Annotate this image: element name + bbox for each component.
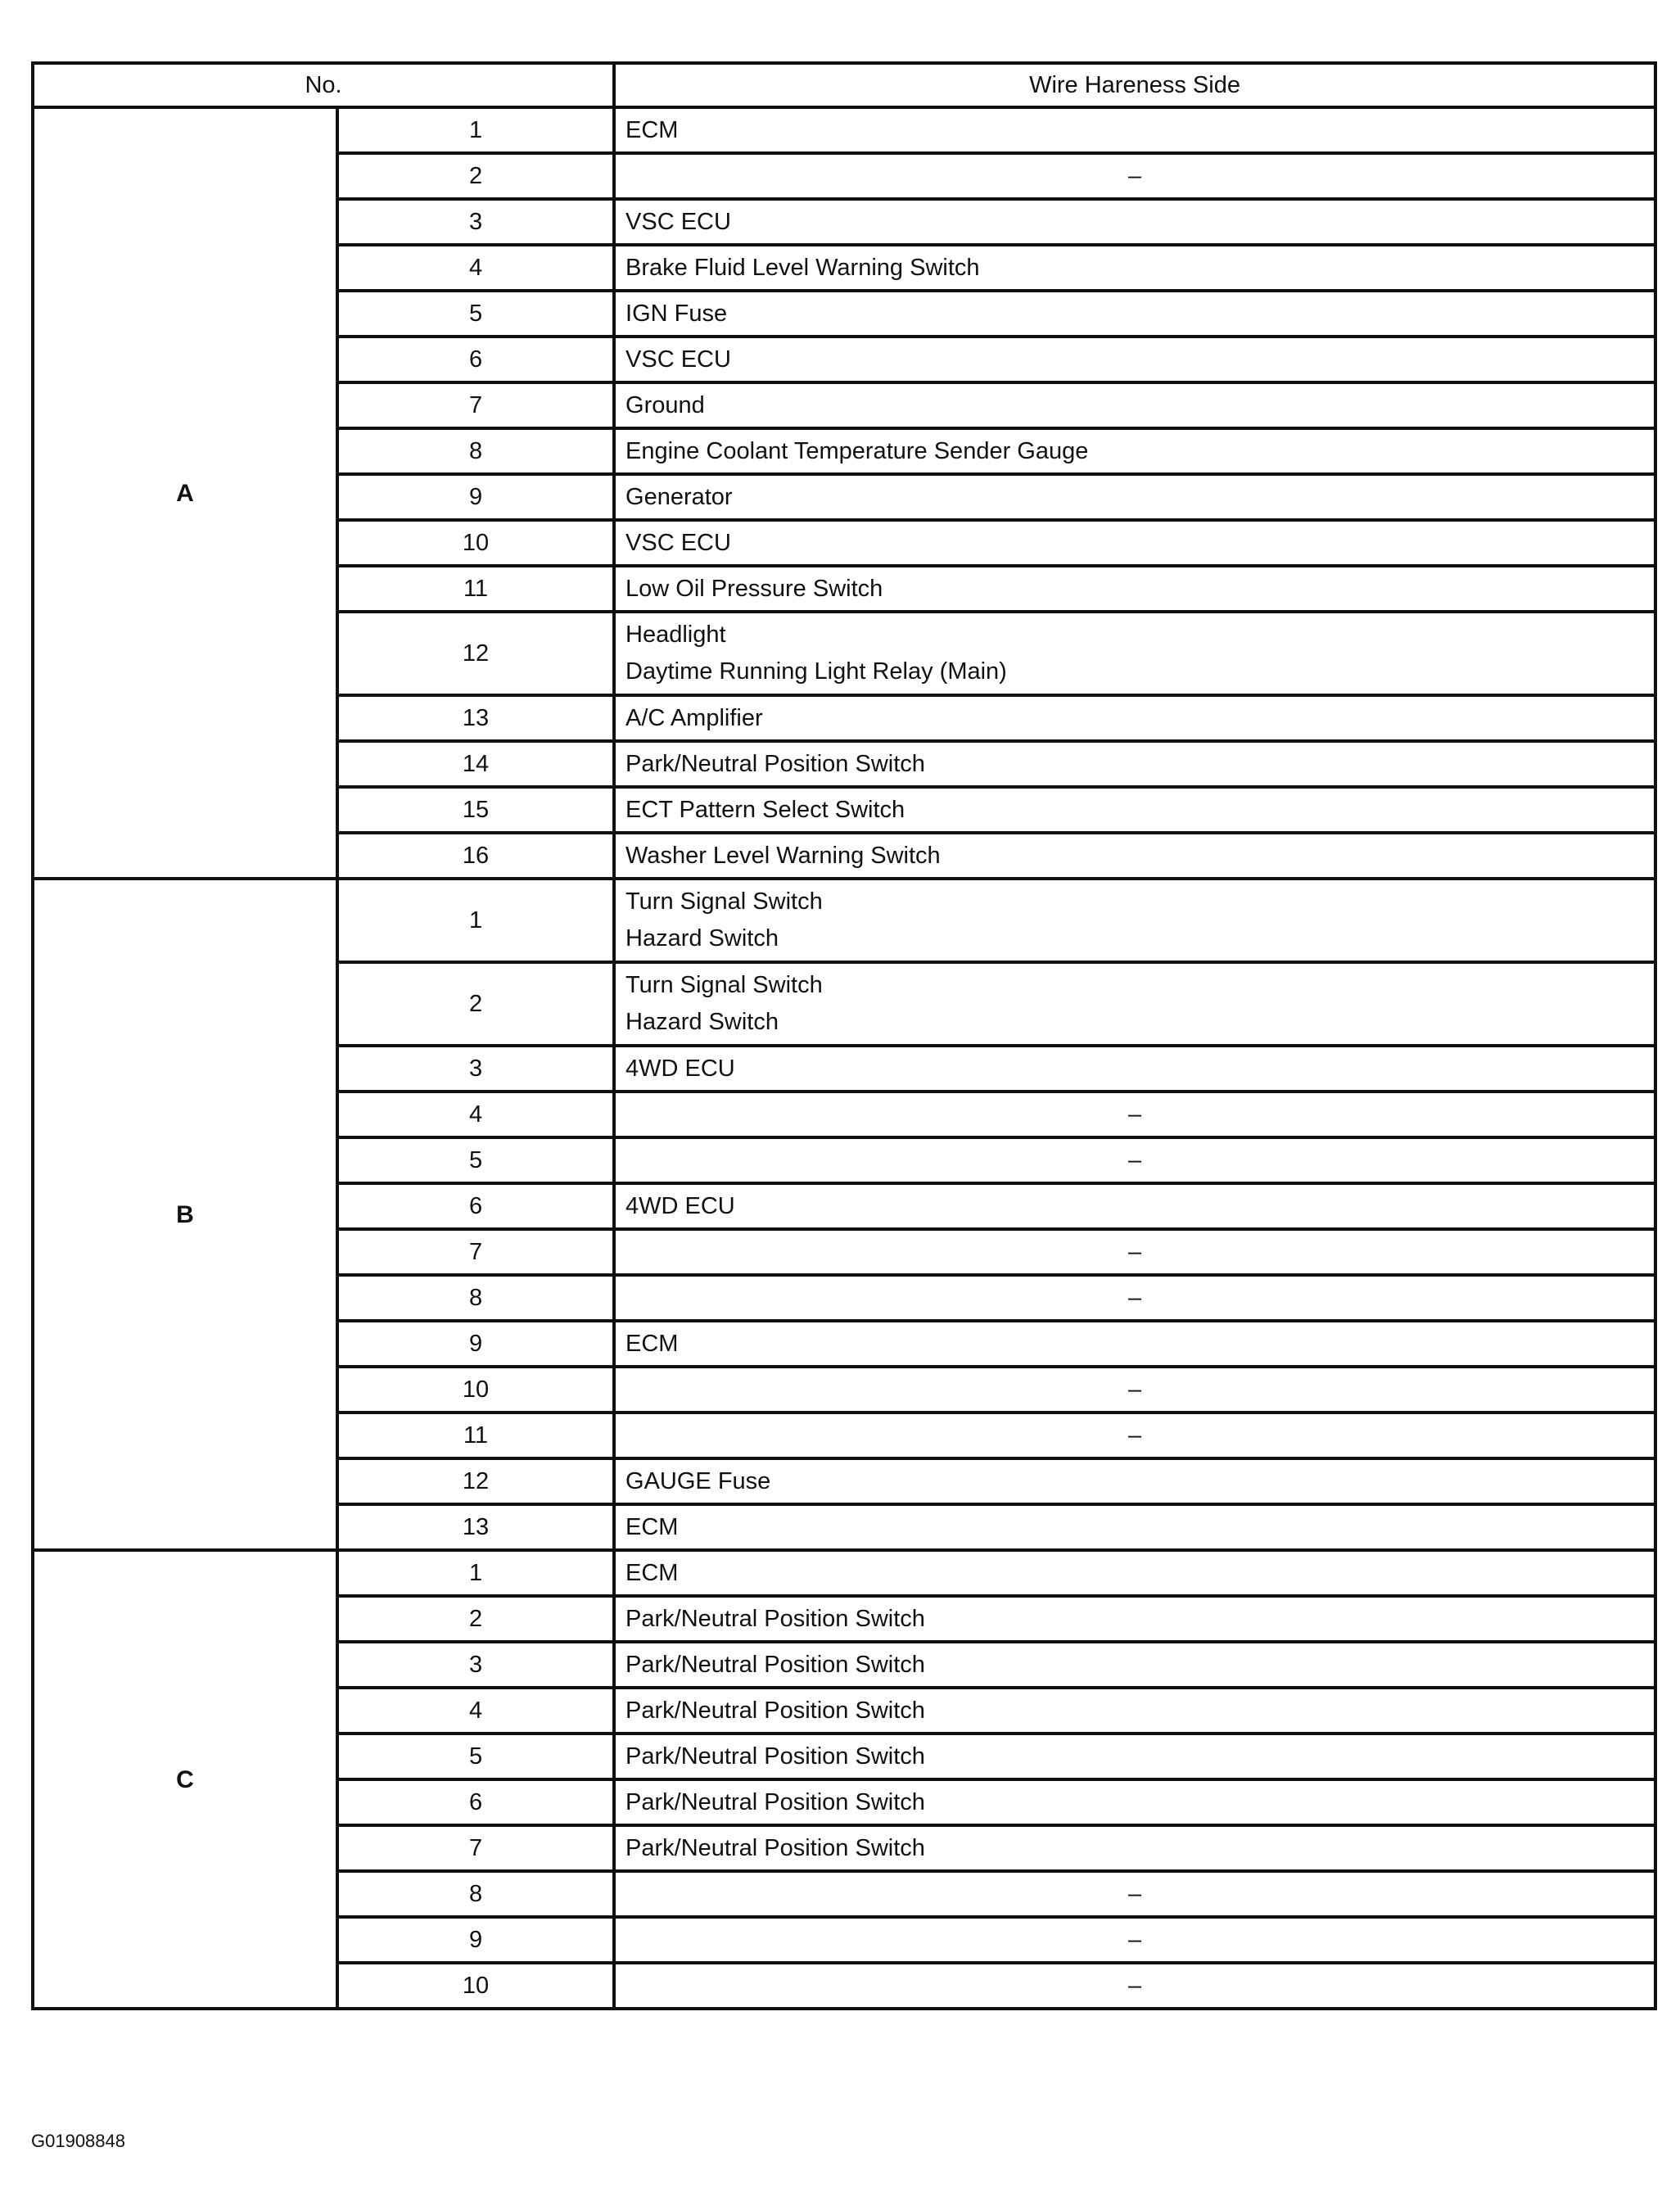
wire-harness-side-cell — [614, 245, 1655, 291]
harness-side-text: ECM — [625, 116, 679, 143]
terminal-number: 1 — [337, 107, 614, 153]
wire-harness-side-cell — [614, 1825, 1655, 1871]
no-connection-dash: – — [1127, 1238, 1142, 1265]
harness-side-text: VSC ECU — [625, 208, 731, 235]
no-connection-dash: – — [1127, 1926, 1142, 1953]
terminal-number: 7 — [337, 1229, 614, 1275]
wire-harness-side-cell — [614, 107, 1655, 153]
harness-side-text: Ground — [625, 391, 705, 418]
connector-table-document — [31, 61, 1654, 2010]
harness-side-text: Generator — [625, 483, 733, 510]
wire-harness-side-cell — [614, 1642, 1655, 1688]
terminal-number: 7 — [337, 1825, 614, 1871]
harness-side-text: VSC ECU — [625, 529, 731, 556]
terminal-number: 3 — [337, 1642, 614, 1688]
wire-harness-side-cell — [614, 1779, 1655, 1825]
harness-side-text: Engine Coolant Temperature Sender Gauge — [625, 437, 1089, 464]
wire-harness-side-cell — [614, 291, 1655, 337]
terminal-number: 9 — [337, 474, 614, 520]
harness-side-text: Hazard Switch — [625, 1009, 779, 1035]
no-connection-dash: – — [1127, 1284, 1142, 1311]
connector-group-label: A — [33, 107, 337, 879]
terminal-number: 2 — [337, 962, 614, 1046]
wire-harness-side-column-header: Wire Hareness Side — [614, 63, 1655, 107]
wire-harness-side-cell — [614, 1596, 1655, 1642]
terminal-number: 13 — [337, 695, 614, 741]
wire-harness-side-cell — [614, 787, 1655, 833]
wire-harness-side-cell — [614, 1413, 1655, 1458]
harness-side-text: VSC ECU — [625, 346, 731, 373]
terminal-number: 14 — [337, 741, 614, 787]
harness-side-text: Park/Neutral Position Switch — [625, 1788, 925, 1815]
terminal-number: 3 — [337, 199, 614, 245]
wire-harness-side-cell — [614, 695, 1655, 741]
terminal-number: 5 — [337, 291, 614, 337]
harness-side-text: Turn Signal Switch — [625, 888, 823, 915]
terminal-number: 12 — [337, 1458, 614, 1504]
terminal-number: 8 — [337, 1871, 614, 1917]
no-connection-dash: – — [1127, 1880, 1142, 1907]
harness-side-text: Daytime Running Light Relay (Main) — [625, 658, 1007, 685]
terminal-number: 9 — [337, 1917, 614, 1963]
wire-harness-side-cell — [614, 1046, 1655, 1092]
wire-harness-side-cell — [614, 1550, 1655, 1596]
terminal-number: 4 — [337, 1092, 614, 1137]
table-header-row — [33, 63, 1655, 107]
harness-side-text: IGN Fuse — [625, 300, 728, 327]
terminal-number: 10 — [337, 520, 614, 566]
harness-side-text: ECM — [625, 1559, 679, 1586]
wire-harness-side-cell — [614, 1688, 1655, 1734]
harness-side-text: Hazard Switch — [625, 925, 779, 952]
terminal-number: 2 — [337, 153, 614, 199]
terminal-number: 13 — [337, 1504, 614, 1550]
wire-harness-side-cell — [614, 153, 1655, 199]
harness-side-text: Park/Neutral Position Switch — [625, 1651, 925, 1678]
terminal-number: 8 — [337, 1275, 614, 1321]
harness-side-text: Headlight — [625, 622, 726, 648]
table-row — [33, 879, 1655, 962]
wire-harness-side-cell — [614, 1275, 1655, 1321]
table-row — [33, 107, 1655, 153]
harness-side-text: Park/Neutral Position Switch — [625, 1834, 925, 1861]
terminal-number: 10 — [337, 1963, 614, 2009]
wire-harness-side-cell — [614, 879, 1655, 962]
terminal-number: 1 — [337, 1550, 614, 1596]
wire-harness-side-cell — [614, 1458, 1655, 1504]
terminal-number: 6 — [337, 337, 614, 382]
harness-side-text: ECT Pattern Select Switch — [625, 796, 905, 823]
terminal-number: 1 — [337, 879, 614, 962]
harness-side-text: Brake Fluid Level Warning Switch — [625, 254, 980, 281]
terminal-number: 3 — [337, 1046, 614, 1092]
no-connection-dash: – — [1127, 1972, 1142, 1999]
wire-harness-side-cell — [614, 1321, 1655, 1367]
terminal-number: 6 — [337, 1779, 614, 1825]
wire-harness-side-cell — [614, 566, 1655, 612]
harness-side-text: Low Oil Pressure Switch — [625, 575, 883, 602]
wire-harness-side-cell — [614, 833, 1655, 879]
wire-harness-side-cell — [614, 612, 1655, 695]
harness-side-text: Park/Neutral Position Switch — [625, 750, 925, 777]
harness-side-text: Park/Neutral Position Switch — [625, 1743, 925, 1770]
terminal-number: 11 — [337, 1413, 614, 1458]
wire-harness-side-cell — [614, 1229, 1655, 1275]
harness-side-text: A/C Amplifier — [625, 704, 763, 731]
wire-harness-side-cell — [614, 962, 1655, 1046]
harness-side-text: 4WD ECU — [625, 1192, 735, 1219]
no-connection-dash: – — [1127, 1422, 1142, 1449]
wire-harness-side-cell — [614, 1963, 1655, 2009]
no-connection-dash: – — [1127, 1376, 1142, 1403]
terminal-number: 7 — [337, 382, 614, 428]
harness-side-text: ECM — [625, 1330, 679, 1357]
connector-group-label: B — [33, 879, 337, 1550]
no-connection-dash: – — [1127, 1146, 1142, 1173]
wire-harness-side-cell — [614, 1917, 1655, 1963]
harness-side-text: Park/Neutral Position Switch — [625, 1605, 925, 1632]
harness-side-text: GAUGE Fuse — [625, 1467, 771, 1494]
no-connection-dash: – — [1127, 1101, 1142, 1128]
wire-harness-side-cell — [614, 520, 1655, 566]
terminal-number: 2 — [337, 1596, 614, 1642]
terminal-number: 5 — [337, 1734, 614, 1779]
harness-side-text: Turn Signal Switch — [625, 972, 823, 998]
terminal-number: 6 — [337, 1183, 614, 1229]
wire-harness-side-cell — [614, 1734, 1655, 1779]
harness-side-text: Washer Level Warning Switch — [625, 842, 941, 869]
terminal-number: 10 — [337, 1367, 614, 1413]
wire-harness-side-cell — [614, 741, 1655, 787]
wire-harness-side-cell — [614, 1183, 1655, 1229]
wire-harness-side-cell — [614, 199, 1655, 245]
connector-group-label: C — [33, 1550, 337, 2009]
terminal-number: 8 — [337, 428, 614, 474]
wire-harness-side-cell — [614, 1504, 1655, 1550]
wire-harness-side-cell — [614, 474, 1655, 520]
wire-harness-side-cell — [614, 1871, 1655, 1917]
terminal-number: 12 — [337, 612, 614, 695]
wire-harness-side-cell — [614, 1137, 1655, 1183]
no-connection-dash: – — [1127, 162, 1142, 189]
terminal-number: 15 — [337, 787, 614, 833]
terminal-number: 11 — [337, 566, 614, 612]
terminal-number: 16 — [337, 833, 614, 879]
wire-harness-side-cell — [614, 337, 1655, 382]
harness-side-text: ECM — [625, 1513, 679, 1540]
table-body — [33, 63, 1655, 2009]
terminal-number: 9 — [337, 1321, 614, 1367]
connector-terminal-table — [31, 61, 1657, 2010]
terminal-number: 4 — [337, 245, 614, 291]
harness-side-text: 4WD ECU — [625, 1055, 735, 1082]
terminal-number: 5 — [337, 1137, 614, 1183]
wire-harness-side-cell — [614, 382, 1655, 428]
wire-harness-side-cell — [614, 428, 1655, 474]
wire-harness-side-cell — [614, 1367, 1655, 1413]
terminal-number: 4 — [337, 1688, 614, 1734]
table-row — [33, 1550, 1655, 1596]
harness-side-text: Park/Neutral Position Switch — [625, 1697, 925, 1724]
wire-harness-side-cell — [614, 1092, 1655, 1137]
figure-id: G01908848 — [31, 2131, 125, 2151]
no-column-header: No. — [33, 63, 614, 107]
